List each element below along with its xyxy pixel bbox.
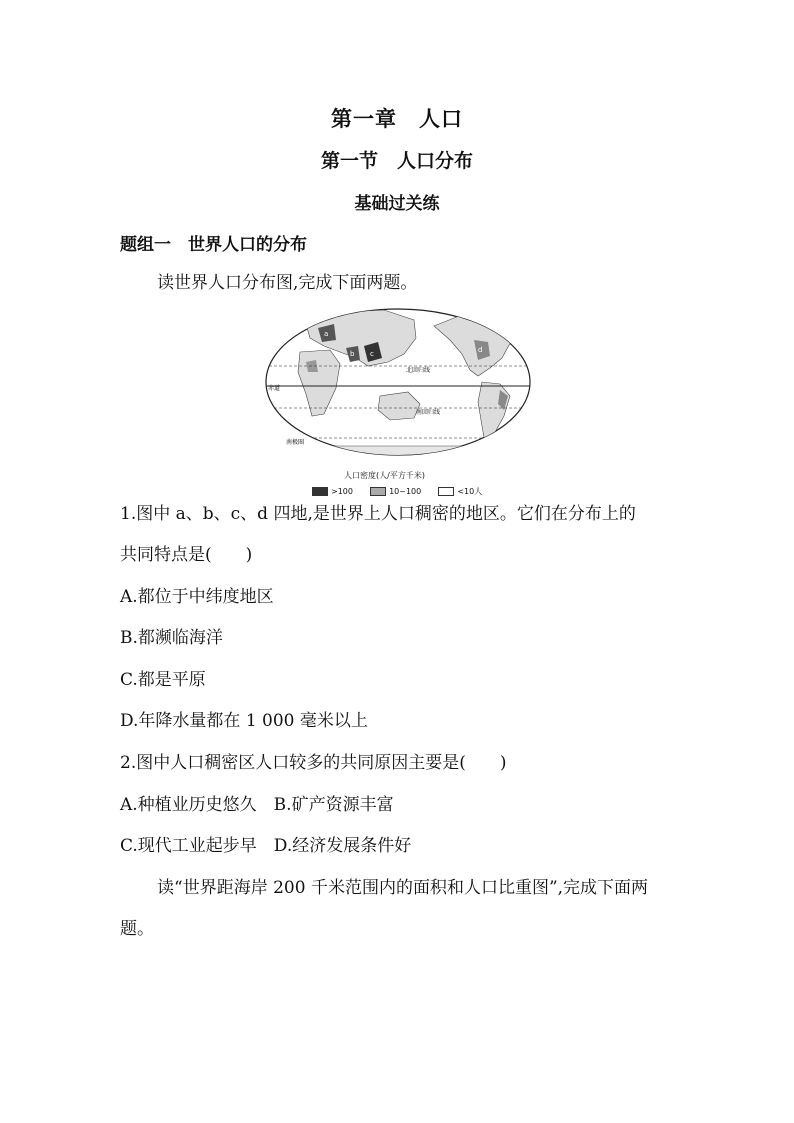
q1-option-c: C.都是平原 [120,670,206,690]
next-intro-line2: 题。 [120,919,154,939]
map-svg [264,306,532,494]
legend-swatch-medium [370,487,386,496]
legend-item-dense [312,487,353,496]
legend-item-medium [370,487,421,496]
legend-item-sparse [438,486,482,497]
q2-stem: 2.图中人口稠密区人口较多的共同原因主要是( ) [120,753,507,773]
label-b: b [350,350,355,358]
legend-swatch-dense [312,487,328,496]
practice-title: 基础过关练 [354,194,440,214]
group-intro: 读世界人口分布图,完成下面两题。 [157,273,418,293]
legend-label-medium: 10~100 [389,487,422,496]
label-d: d [478,346,483,354]
next-intro-line1: 读“世界距海岸 200 千米范围内的面积和人口比重图”,完成下面两 [157,878,649,898]
q2-options-line2: C.现代工业起步早 D.经济发展条件好 [120,836,412,856]
legend-label-dense: >100 [331,487,353,496]
antarctic-label: 南极圈 [286,439,305,446]
label-c: c [370,350,374,358]
cancer-label: 北回归线 [406,367,431,374]
q1-option-b: B.都濒临海洋 [120,628,223,648]
world-population-map [264,306,532,494]
q1-stem-line2: 共同特点是( ) [120,545,253,565]
q1-stem-line1: 1.图中 a、b、c、d 四地,是世界上人口稠密的地区。它们在分布上的 [120,504,636,524]
legend-swatch-sparse [438,487,454,496]
legend [312,481,494,500]
q1-option-d: D.年降水量都在 1 000 毫米以上 [120,711,368,731]
group-title: 题组一 世界人口的分布 [120,235,307,255]
equator-label: 赤道 [268,385,281,392]
section-title: 第一节 人口分布 [320,150,473,172]
legend-title: 人口密度(人/平方千米) [344,471,425,480]
q2-options-line1: A.种植业历史悠久 B.矿产资源丰富 [120,795,394,815]
q1-option-a: A.都位于中纬度地区 [120,587,274,607]
label-a: a [324,330,329,338]
legend-label-sparse: <10人 [457,487,483,496]
chapter-title: 第一章 人口 [331,106,463,131]
capricorn-label: 南回归线 [416,409,441,416]
